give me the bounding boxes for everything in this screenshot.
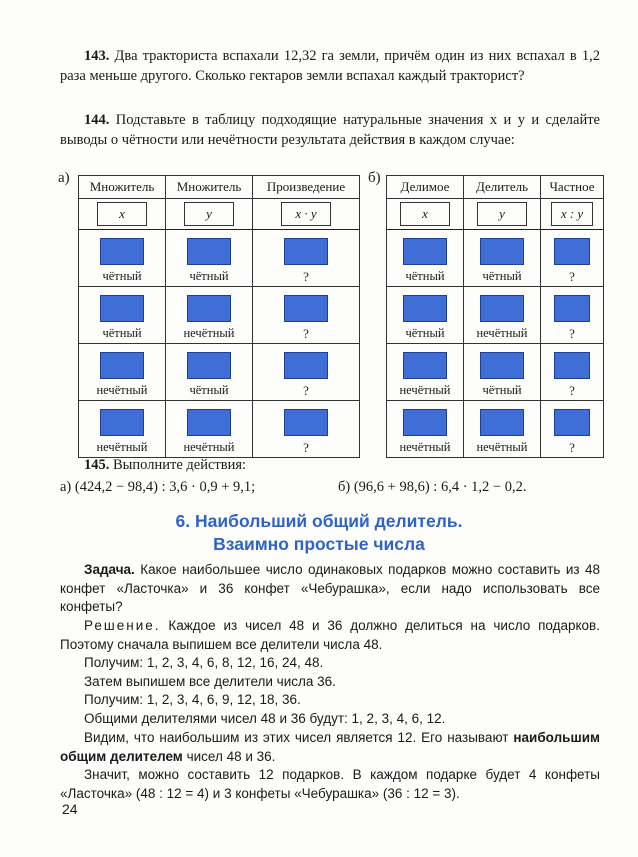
exercise-number: 143. xyxy=(84,48,110,64)
table-cell xyxy=(464,401,541,458)
input-box[interactable] xyxy=(554,409,590,436)
parity-label: нечётный xyxy=(476,440,528,454)
question-mark: ? xyxy=(303,383,309,398)
input-box[interactable] xyxy=(554,238,590,265)
parity-label: нечётный xyxy=(476,326,528,340)
table-b xyxy=(386,175,604,458)
column-header: Делимое xyxy=(387,176,464,199)
table-cell xyxy=(253,287,360,344)
input-box[interactable] xyxy=(403,409,447,436)
variable-cell xyxy=(387,199,464,230)
exercise-145 xyxy=(60,455,600,475)
gcd-text-post: чисел 48 и 36. xyxy=(186,748,276,764)
parity-label: чётный xyxy=(482,269,522,283)
input-box[interactable] xyxy=(187,352,231,379)
expression-b: б) (96,6 + 98,6) : 6,4 · 1,2 − 0,2. xyxy=(338,479,527,495)
solution-paragraph xyxy=(60,617,600,654)
parity-label: чётный xyxy=(102,269,142,283)
solution-lines xyxy=(60,654,600,728)
input-box[interactable] xyxy=(284,238,328,265)
parity-label: чётный xyxy=(405,326,445,340)
input-box[interactable] xyxy=(100,409,144,436)
input-box[interactable] xyxy=(403,295,447,322)
exercise-144 xyxy=(60,110,600,150)
table-cell xyxy=(387,344,464,401)
table-cell xyxy=(166,344,253,401)
parity-label: нечётный xyxy=(96,440,148,454)
input-box[interactable] xyxy=(480,409,524,436)
exercise-text: Подставьте в таблицу подходящие натуральные значения x и y и сделайте выводы о чётности или нечётности результата действия в каждом случае: xyxy=(60,112,600,148)
exercise-number: 144. xyxy=(84,112,110,128)
conclusion-text: Значит, можно составить 12 подарков. В каждом подарке будет 4 конфеты «Ласточка» (48 : 12 = 4) и 3 конфеты «Чебурашка» (36 : 12 = 3). xyxy=(60,767,600,801)
input-box[interactable] xyxy=(284,409,328,436)
parity-label: чётный xyxy=(189,269,229,283)
input-box[interactable] xyxy=(187,409,231,436)
gcd-text-pre: Видим, что наибольшим из этих чисел является 12. Его называют xyxy=(84,730,509,745)
input-box[interactable] xyxy=(480,295,524,322)
gcd-term: наибольшим общим делителем xyxy=(60,730,600,764)
table-cell xyxy=(79,401,166,458)
column-header: Произведение xyxy=(253,176,360,199)
column-header: Частное xyxy=(541,176,604,199)
input-box[interactable] xyxy=(100,238,144,265)
exercise-145-expressions xyxy=(60,477,600,497)
variable-box: x · y xyxy=(281,202,331,226)
input-box[interactable] xyxy=(554,352,590,379)
task-label: Задача. xyxy=(84,562,135,577)
input-box[interactable] xyxy=(554,295,590,322)
gcd-paragraph xyxy=(60,729,600,766)
parity-label: нечётный xyxy=(183,326,235,340)
solution-line: Получим: 1, 2, 3, 4, 6, 9, 12, 18, 36. xyxy=(84,692,301,707)
table-cell xyxy=(541,230,604,287)
variable-box: x xyxy=(400,202,450,226)
input-box[interactable] xyxy=(403,238,447,265)
table-cell xyxy=(79,287,166,344)
table-cell xyxy=(464,230,541,287)
input-box[interactable] xyxy=(187,238,231,265)
column-header: Множитель xyxy=(166,176,253,199)
exercise-number: 145. xyxy=(84,457,110,473)
table-cell xyxy=(541,344,604,401)
task-text: Какое наибольшее число одинаковых подарков можно составить из 48 конфет «Ласточка» и 36 конфет «Чебурашка», если надо использовать все конфеты? xyxy=(60,562,600,614)
table-cell xyxy=(166,287,253,344)
variable-cell xyxy=(79,199,166,230)
table-b-label: б) xyxy=(368,170,381,186)
variable-cell xyxy=(166,199,253,230)
input-box[interactable] xyxy=(284,352,328,379)
question-mark: ? xyxy=(303,440,309,455)
table-cell xyxy=(541,287,604,344)
column-header: Делитель xyxy=(464,176,541,199)
question-mark: ? xyxy=(569,269,575,284)
solution-line: Общими делителями чисел 48 и 36 будут: 1, 2, 3, 4, 6, 12. xyxy=(84,710,446,726)
input-box[interactable] xyxy=(480,238,524,265)
input-box[interactable] xyxy=(480,352,524,379)
solution-label: Решение. xyxy=(84,618,161,633)
question-mark: ? xyxy=(303,326,309,341)
section-title-line-2: Взаимно простые числа xyxy=(213,534,425,554)
input-box[interactable] xyxy=(100,295,144,322)
table-a-label: а) xyxy=(58,170,70,186)
column-header: Множитель xyxy=(79,176,166,199)
task-paragraph xyxy=(60,561,600,617)
table-cell xyxy=(387,401,464,458)
input-box[interactable] xyxy=(187,295,231,322)
table-cell xyxy=(166,401,253,458)
table-cell xyxy=(166,230,253,287)
table-cell xyxy=(387,230,464,287)
table-cell xyxy=(464,287,541,344)
question-mark: ? xyxy=(303,269,309,284)
section-title-line-1: 6. Наибольший общий делитель. xyxy=(175,511,463,531)
input-box[interactable] xyxy=(403,352,447,379)
input-box[interactable] xyxy=(100,352,144,379)
exercise-text: Выполните действия: xyxy=(113,457,247,473)
question-mark: ? xyxy=(569,383,575,398)
parity-label: нечётный xyxy=(399,383,451,397)
variable-cell xyxy=(541,199,604,230)
variable-box: x xyxy=(97,202,147,226)
variable-box: y xyxy=(184,202,234,226)
parity-label: чётный xyxy=(405,269,445,283)
input-box[interactable] xyxy=(284,295,328,322)
table-cell xyxy=(253,401,360,458)
conclusion-paragraph xyxy=(60,766,600,803)
variable-box: x : y xyxy=(551,202,593,226)
exercise-143 xyxy=(60,46,600,86)
parity-label: чётный xyxy=(102,326,142,340)
parity-label: чётный xyxy=(189,383,229,397)
solution-line: Получим: 1, 2, 3, 4, 6, 8, 12, 16, 24, 48. xyxy=(84,655,324,670)
section-title xyxy=(0,510,638,556)
parity-label: нечётный xyxy=(183,440,235,454)
page-number: 24 xyxy=(62,801,78,817)
question-mark: ? xyxy=(569,440,575,455)
table-cell xyxy=(79,230,166,287)
table-cell xyxy=(387,287,464,344)
table-a xyxy=(78,175,360,458)
table-cell xyxy=(253,230,360,287)
expression-a: а) (424,2 − 98,4) : 3,6 · 0,9 + 9,1; xyxy=(60,479,256,495)
variable-cell xyxy=(464,199,541,230)
question-mark: ? xyxy=(569,326,575,341)
parity-label: чётный xyxy=(482,383,522,397)
solution-text: Каждое из чисел 48 и 36 должно делиться на число подарков. Поэтому сначала выпишем все делители числа 48. xyxy=(60,618,600,652)
parity-label: нечётный xyxy=(96,383,148,397)
table-cell xyxy=(541,401,604,458)
table-cell xyxy=(79,344,166,401)
solution-line: Затем выпишем все делители числа 36. xyxy=(84,673,336,689)
table-cell xyxy=(464,344,541,401)
variable-cell xyxy=(253,199,360,230)
variable-box: y xyxy=(477,202,527,226)
exercise-text: Два тракториста вспахали 12,32 га земли, причём один из них вспахал в 1,2 раза меньше другого. Сколько гектаров земли вспахал каждый тракторист? xyxy=(60,48,601,84)
parity-label: нечётный xyxy=(399,440,451,454)
table-cell xyxy=(253,344,360,401)
